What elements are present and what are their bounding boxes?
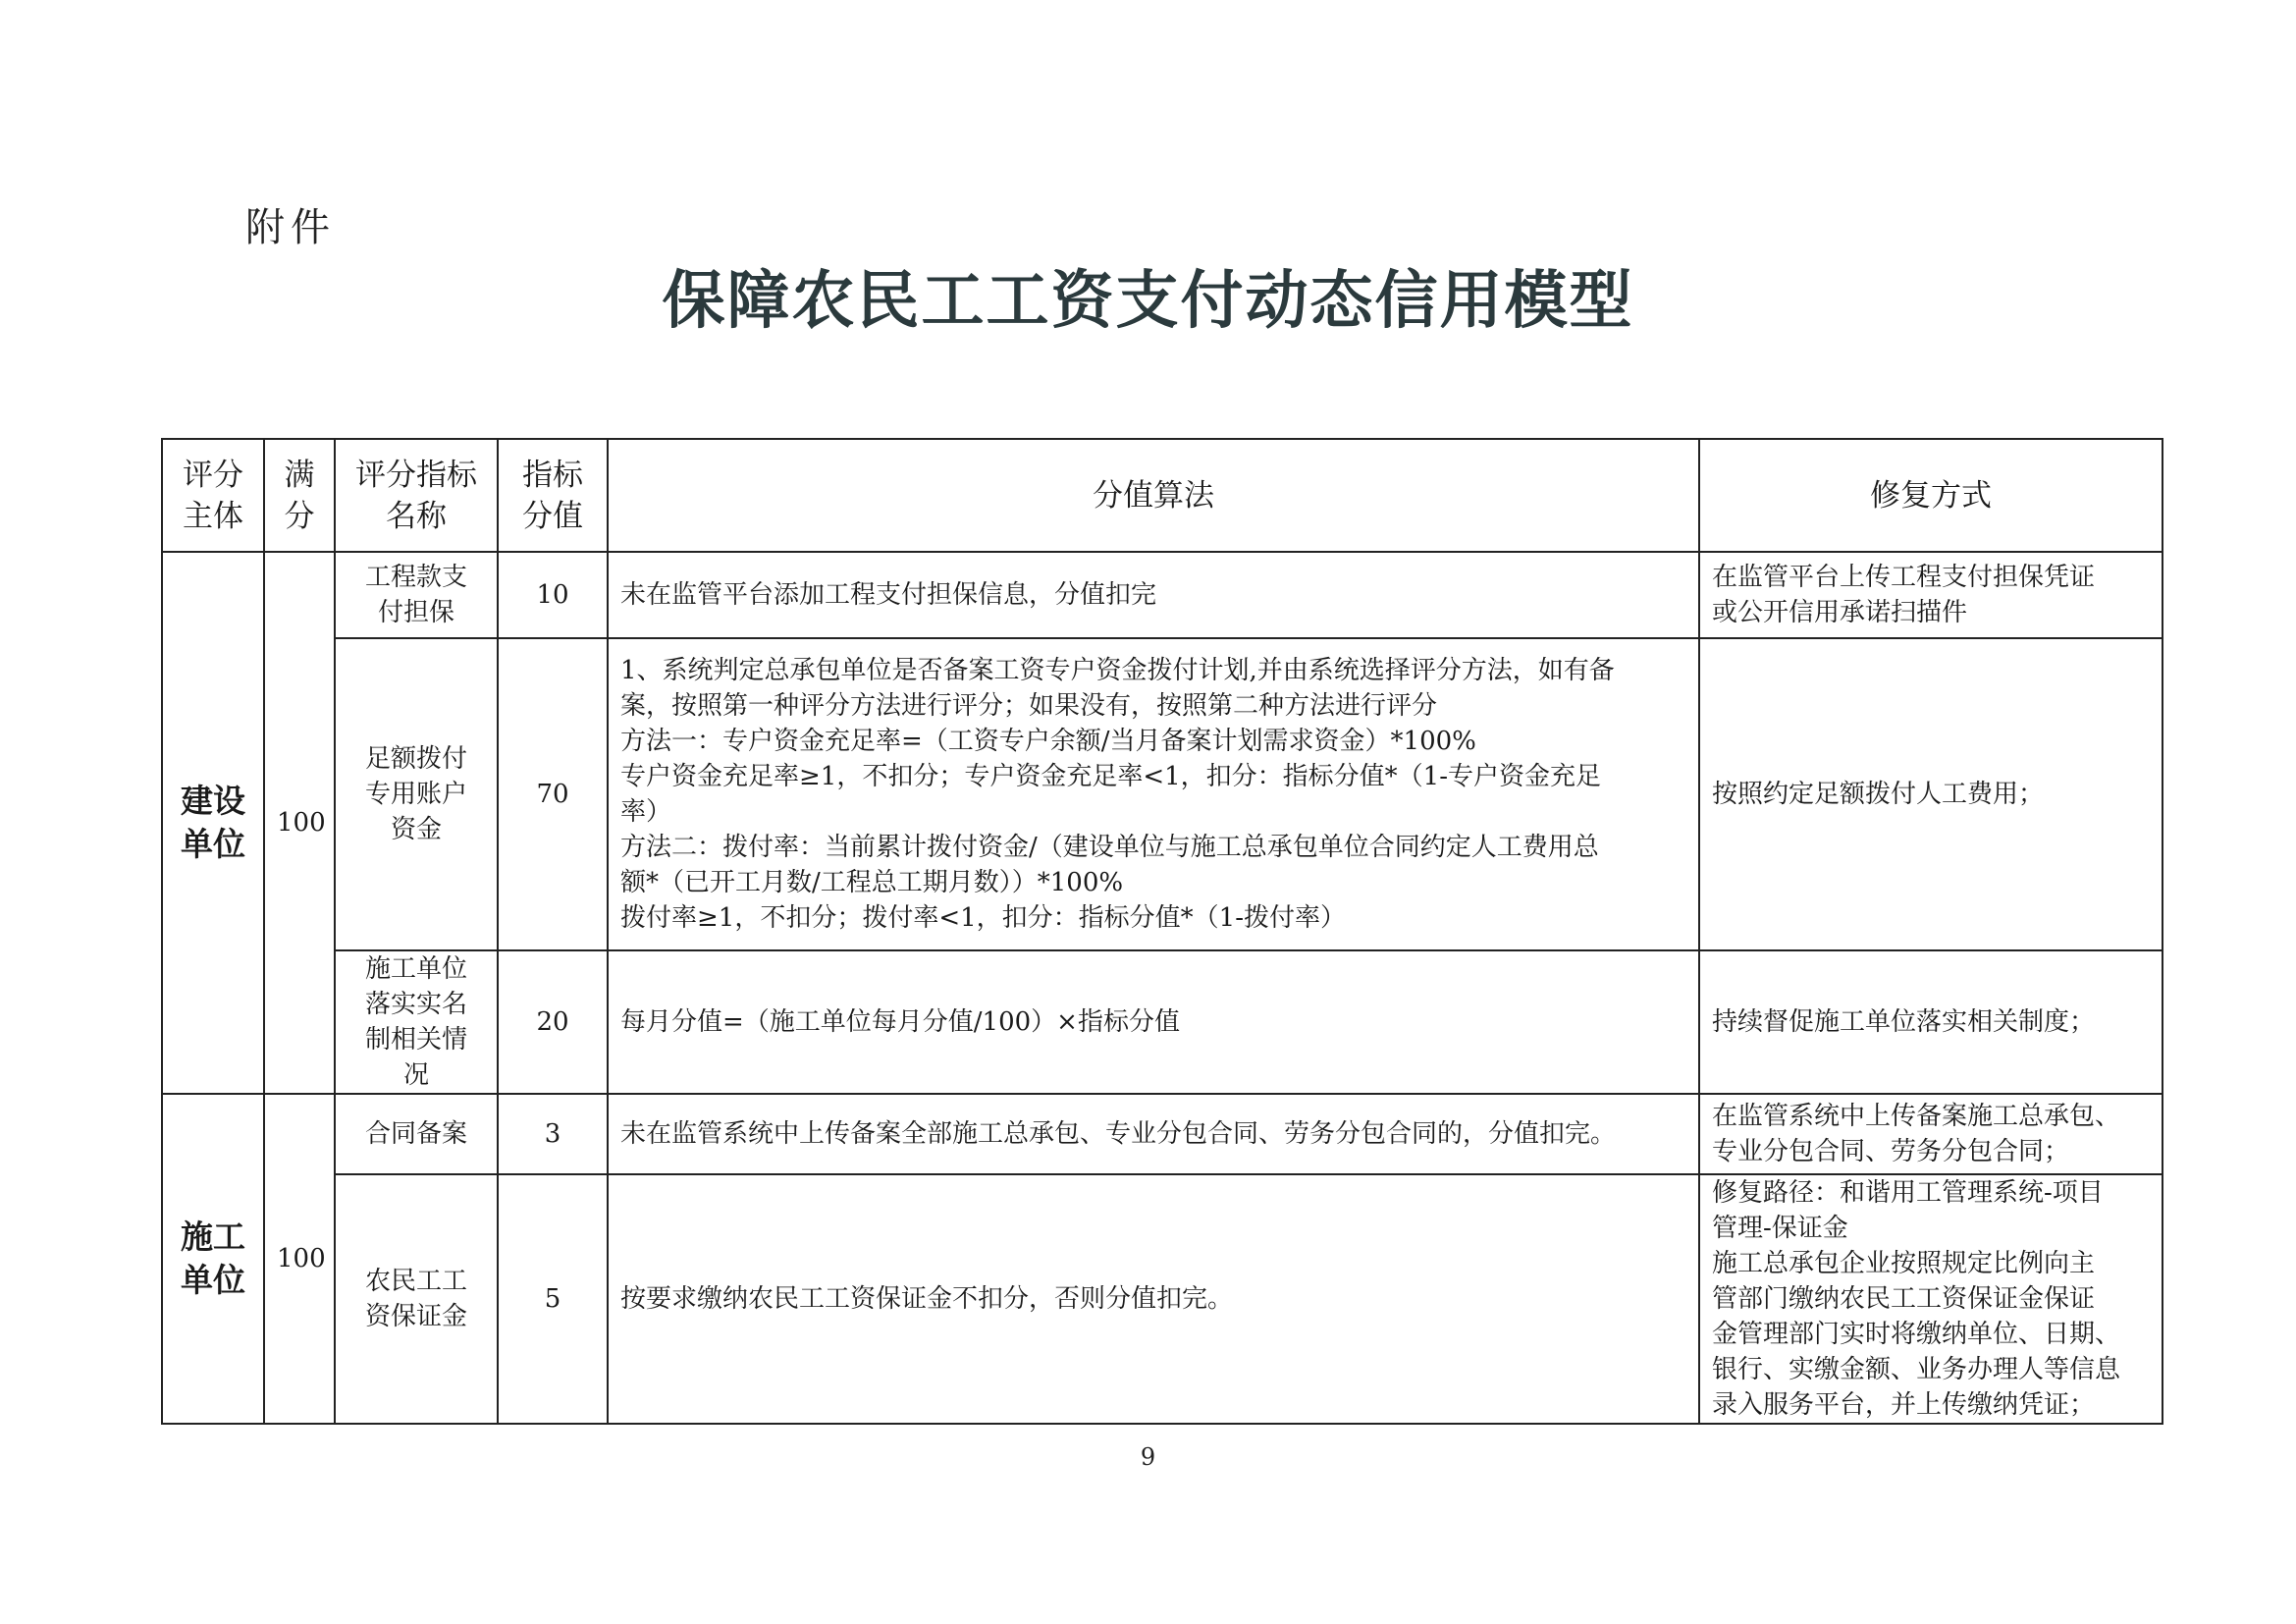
algorithm-cell: 未在监管系统中上传备案全部施工总承包、专业分包合同、劳务分包合同的，分值扣完。	[608, 1094, 1699, 1174]
table-header-row	[162, 439, 2163, 552]
indicator-score-cell: 20	[498, 950, 608, 1094]
table-row	[162, 552, 2163, 638]
indicator-name-cell: 工程款支 付担保	[335, 552, 498, 638]
repair-cell: 修复路径：和谐用工管理系统-项目 管理-保证金 施工总承包企业按照规定比例向主 管部门缴纳农民工工资保证金保证 金管理部门实时将缴纳单位、日期、 银行、实缴金额、业务办理人等信息 录入服务平台，并上传缴纳凭证；	[1699, 1174, 2163, 1424]
algorithm-cell: 每月分值=（施工单位每月分值/100）×指标分值	[608, 950, 1699, 1094]
credit-model-table	[161, 438, 2163, 1425]
subject-cell: 施工 单位	[162, 1094, 264, 1424]
algorithm-cell: 按要求缴纳农民工工资保证金不扣分，否则分值扣完。	[608, 1174, 1699, 1424]
header-full-score: 满 分	[264, 439, 335, 552]
indicator-name-cell: 施工单位 落实实名 制相关情 况	[335, 950, 498, 1094]
indicator-name-cell: 足额拨付 专用账户 资金	[335, 638, 498, 950]
table-row	[162, 638, 2163, 950]
header-subject: 评分 主体	[162, 439, 264, 552]
table-row	[162, 1174, 2163, 1424]
repair-cell: 在监管平台上传工程支付担保凭证 或公开信用承诺扫描件	[1699, 552, 2163, 638]
indicator-score-cell: 70	[498, 638, 608, 950]
indicator-score-cell: 3	[498, 1094, 608, 1174]
attachment-label: 附件	[245, 205, 336, 250]
full-score-cell: 100	[264, 552, 335, 1094]
repair-cell: 持续督促施工单位落实相关制度；	[1699, 950, 2163, 1094]
full-score-cell: 100	[264, 1094, 335, 1424]
indicator-score-cell: 10	[498, 552, 608, 638]
page-number: 9	[1140, 1443, 1156, 1471]
indicator-name-cell: 农民工工 资保证金	[335, 1174, 498, 1424]
document-title: 保障农民工工资支付动态信用模型	[662, 264, 1634, 338]
repair-cell: 按照约定足额拨付人工费用；	[1699, 638, 2163, 950]
repair-cell: 在监管系统中上传备案施工总承包、 专业分包合同、劳务分包合同；	[1699, 1094, 2163, 1174]
indicator-score-cell: 5	[498, 1174, 608, 1424]
algorithm-cell: 未在监管平台添加工程支付担保信息，分值扣完	[608, 552, 1699, 638]
algorithm-cell: 1、系统判定总承包单位是否备案工资专户资金拨付计划,并由系统选择评分方法，如有备 案，按照第一种评分方法进行评分；如果没有，按照第二种方法进行评分 方法一：专户资金充足率=（工资专户余额/当月备案计划需求资金）*100% 专户资金充足率≥1，不扣分；专户资金充足率<1，扣分：指标分值*（1-专户资金充足 率） 方法二：拨付率：当前累计拨付资金/（建设单位与施工总承包单位合同约定人工费用总 额*（已开工月数/工程总工期月数））*100% 拨付率≥1，不扣分；拨付率<1，扣分：指标分值*（1-拨付率）	[608, 638, 1699, 950]
header-indicator-score: 指标 分值	[498, 439, 608, 552]
indicator-name-cell: 合同备案	[335, 1094, 498, 1174]
table-row	[162, 950, 2163, 1094]
header-indicator-name: 评分指标 名称	[335, 439, 498, 552]
header-repair: 修复方式	[1699, 439, 2163, 552]
subject-cell: 建设 单位	[162, 552, 264, 1094]
table-row	[162, 1094, 2163, 1174]
header-algorithm: 分值算法	[608, 439, 1699, 552]
